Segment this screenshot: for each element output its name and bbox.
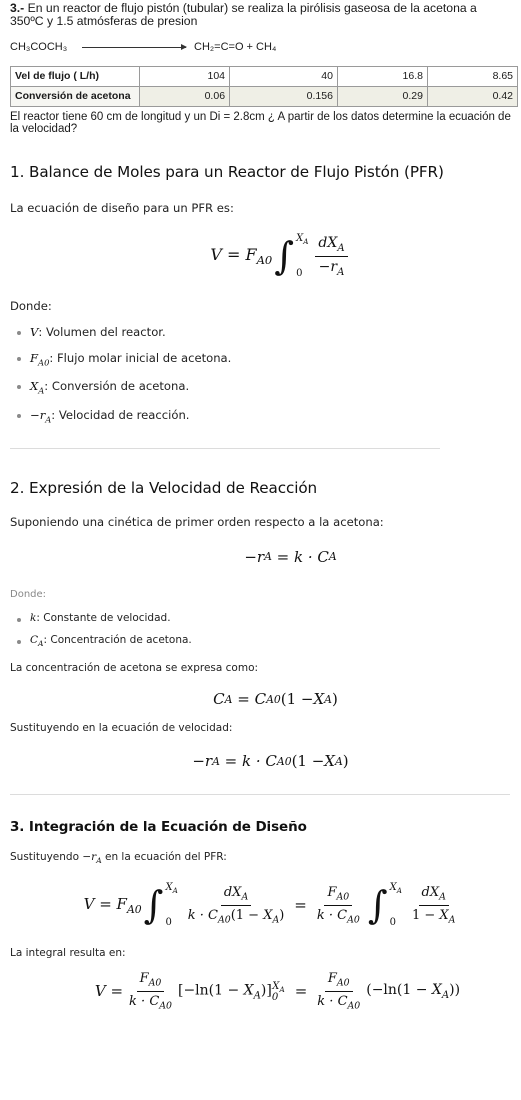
section-2-title: 2. Expresión de la Velocidad de Reacción (10, 478, 318, 497)
concentration-equation: C A = C A0 (1 − X A ) (213, 690, 338, 709)
solution (0, 163, 521, 1013)
problem-note: El reactor tiene 60 cm de longitud y un Di = 2.8cm ¿ A partir de los datos determine la ecuación de la velocidad? (10, 111, 511, 135)
integration-equation: $V = F_{A0}$ ∫ $X_A$ 0 $\frac{dX_A}{k \cdot C_{A0}(1 - X_A)}$ = $\frac{F_{A0}}{k \cdot C_{A0}}$ ∫ $X_A$ 0 $\frac{dX_A}{1 - X_A}$ (83, 882, 456, 929)
divider (10, 794, 510, 795)
substitution-text: Sustituyendo en la ecuación de velocidad: (10, 722, 233, 735)
problem-number: 3.- (10, 1, 25, 15)
rate-equation: −r A = k · C A (244, 547, 337, 566)
table-cell: 0.06 (140, 87, 230, 107)
section-2-donde: Donde: (10, 588, 47, 600)
table-cell: 0.42 (427, 87, 517, 107)
integral-result-text: La integral resulta en: (10, 947, 126, 960)
table-row (11, 67, 518, 87)
reaction-equation (10, 40, 511, 54)
section-1-intro: La ecuación de diseño para un PFR es: (10, 201, 234, 215)
products: CH₂=C=O + CH₄ (194, 40, 277, 53)
table-cell: 104 (140, 67, 230, 87)
table-cell: 0.156 (230, 87, 338, 107)
list-item: $F_{A0}$: Flujo molar inicial de acetona. (10, 351, 511, 367)
table-cell: 16.8 (337, 67, 427, 87)
rate-substituted-equation: −r A = k · C A0 (1 − X A ) (192, 752, 349, 771)
list-item: k: Constante de velocidad. (10, 612, 511, 624)
problem-statement (0, 0, 521, 135)
table-cell: 0.29 (337, 87, 427, 107)
problem-description: En un reactor de flujo pistón (tubular) se realiza la pirólisis gaseosa de la acetona a 350ºC y 1.5 atmósferas de presion (10, 1, 477, 28)
list-item: $C_A$: Concentración de acetona. (10, 634, 511, 648)
divider (10, 448, 440, 449)
integral-result-equation: V = $\frac{F_{A0}}{k \cdot C_{A0}}$ $[-\ln(1 - X_A)]_0^{X_A}$ = $\frac{F_{A0}}{k \cdot C_{A0}}$ $(-\ln(1 - X_A))$ (94, 971, 461, 1012)
section-1-title: 1. Balance de Moles para un Reactor de Flujo Pistón (PFR) (10, 163, 444, 181)
reactant: CH₃COCH₃ (10, 40, 68, 53)
variable-list (10, 612, 511, 648)
section-3-title: 3. Integración de la Ecuación de Diseño (10, 819, 307, 836)
data-table (10, 66, 518, 107)
row-header: Conversión de acetona (11, 87, 140, 107)
table-cell: 8.65 (427, 67, 517, 87)
list-item: $-r_A$: Velocidad de reacción. (10, 408, 511, 424)
section-2-intro: Suponiendo una cinética de primer orden respecto a la acetona: (10, 514, 384, 529)
section-1-donde: Donde: (10, 299, 52, 313)
list-item: $X_A$: Conversión de acetona. (10, 379, 511, 395)
section-3-substitution-text: Sustituyendo $-r_A$ en la ecuación del PFR: (10, 851, 227, 866)
concentration-text: La concentración de acetona se expresa como: (10, 662, 259, 675)
reaction-arrow (82, 47, 186, 48)
list-item: V: Volumen del reactor. (10, 325, 511, 339)
problem-text (10, 2, 511, 28)
row-header: Vel de flujo ( L/h) (11, 67, 140, 87)
table-row (11, 87, 518, 107)
table-cell: 40 (230, 67, 338, 87)
design-equation: $V = F_{A0}$ ∫ $X_A$ 0 $\frac{dX_A}{-r_A}$ (10, 227, 511, 285)
variable-list (10, 325, 511, 424)
